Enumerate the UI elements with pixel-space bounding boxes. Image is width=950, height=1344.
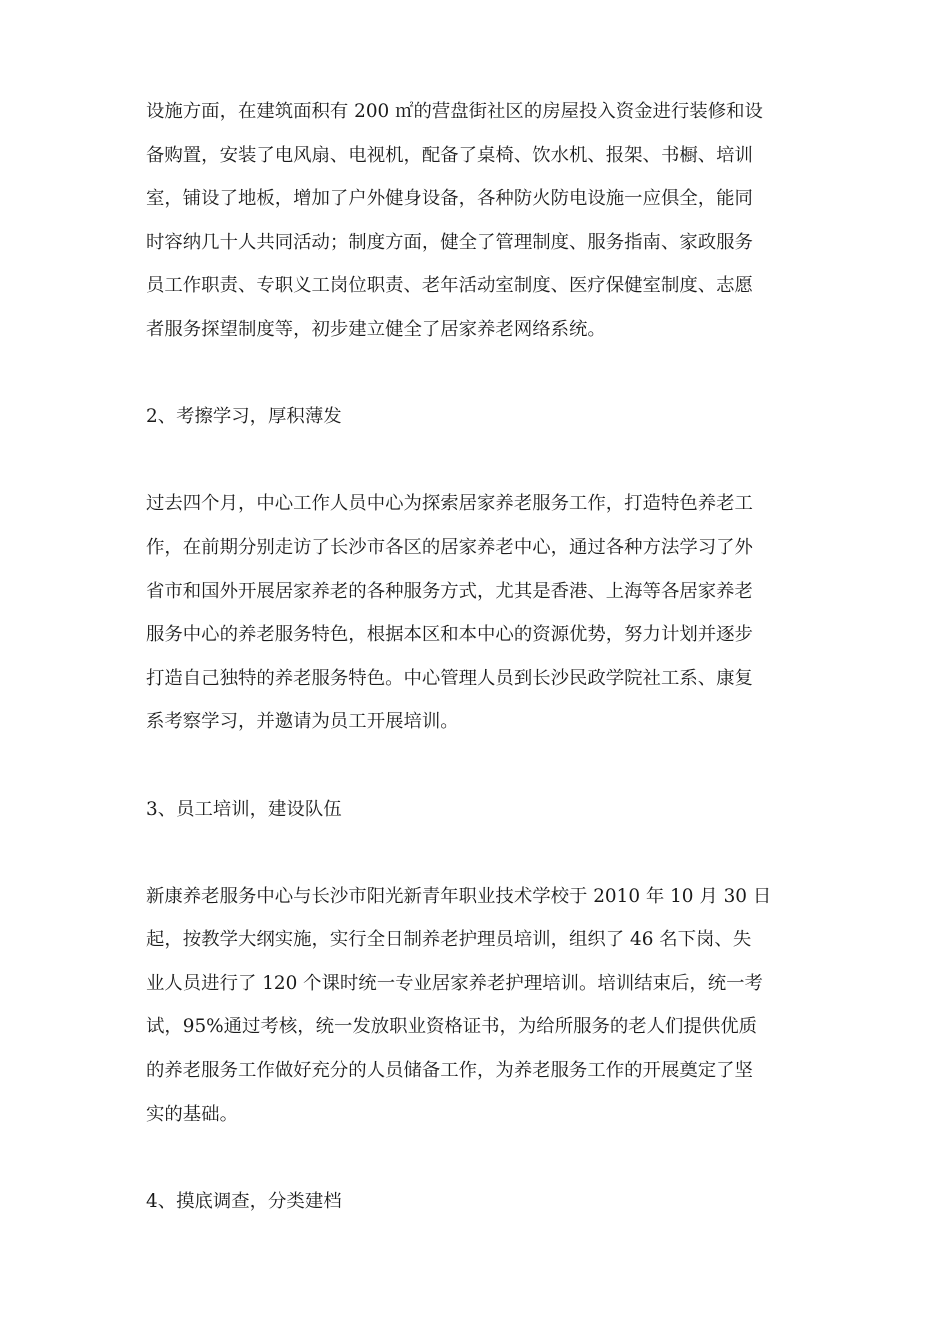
text-line: 实的基础。: [146, 1103, 238, 1125]
text-line: 室，铺设了地板，增加了户外健身设备，各种防火防电设施一应俱全，能同: [146, 188, 753, 210]
text-line: 备购置，安装了电风扇、电视机，配备了桌椅、饮水机、报架、书橱、培训: [146, 144, 753, 166]
text-line: 员工作职责、专职义工岗位职责、老年活动室制度、医疗保健室制度、志愿: [146, 275, 753, 297]
heading-text: 4、摸底调查，分类建档: [146, 1190, 342, 1212]
section-heading-3: [146, 788, 806, 832]
text-line: 业人员进行了 120 个课时统一专业居家养老护理培训。培训结束后，统一考: [146, 972, 763, 994]
text-line: 试，95%通过考核，统一发放职业资格证书，为给所服务的老人们提供优质: [146, 1016, 757, 1038]
text-line: 设施方面，在建筑面积有 200 ㎡的营盘街社区的房屋投入资金进行装修和设: [146, 101, 763, 122]
text-line: 过去四个月，中心工作人员中心为探索居家养老服务工作，打造特色养老工: [146, 493, 753, 515]
text-line: 者服务探望制度等，初步建立健全了居家养老网络系统。: [146, 318, 606, 340]
text-line: 系考察学习，并邀请为员工开展培训。: [146, 711, 459, 733]
text-line: 新康养老服务中心与长沙市阳光新青年职业技术学校于 2010 年 10 月 30 日: [146, 885, 772, 907]
text-line: 服务中心的养老服务特色，根据本区和本中心的资源优势，努力计划并逐步: [146, 624, 753, 646]
paragraph-spacer: [146, 1136, 806, 1180]
paragraph-facilities: [146, 90, 806, 352]
document-body: [146, 90, 806, 1223]
text-line: 时容纳几十人共同活动；制度方面，健全了管理制度、服务指南、家政服务: [146, 231, 753, 253]
text-line: 省市和国外开展居家养老的各种服务方式，尤其是香港、上海等各居家养老: [146, 580, 753, 602]
text-line: 作，在前期分别走访了长沙市各区的居家养老中心，通过各种方法学习了外: [146, 536, 753, 558]
text-line: 打造自己独特的养老服务特色。中心管理人员到长沙民政学院社工系、康复: [146, 667, 753, 689]
paragraph-spacer: [146, 831, 806, 875]
heading-text: 2、考擦学习，厚积薄发: [146, 406, 342, 428]
paragraph-study: [146, 482, 806, 744]
text-line: 起，按教学大纲实施，实行全日制养老护理员培训，组织了 46 名下岗、失: [146, 929, 752, 951]
paragraph-training: [146, 875, 806, 1137]
paragraph-spacer: [146, 352, 806, 396]
paragraph-spacer: [146, 744, 806, 788]
text-line: 的养老服务工作做好充分的人员储备工作，为养老服务工作的开展奠定了坚: [146, 1060, 753, 1082]
heading-text: 3、员工培训，建设队伍: [146, 798, 342, 820]
section-heading-4: [146, 1180, 806, 1224]
paragraph-spacer: [146, 439, 806, 483]
section-heading-2: [146, 395, 806, 439]
